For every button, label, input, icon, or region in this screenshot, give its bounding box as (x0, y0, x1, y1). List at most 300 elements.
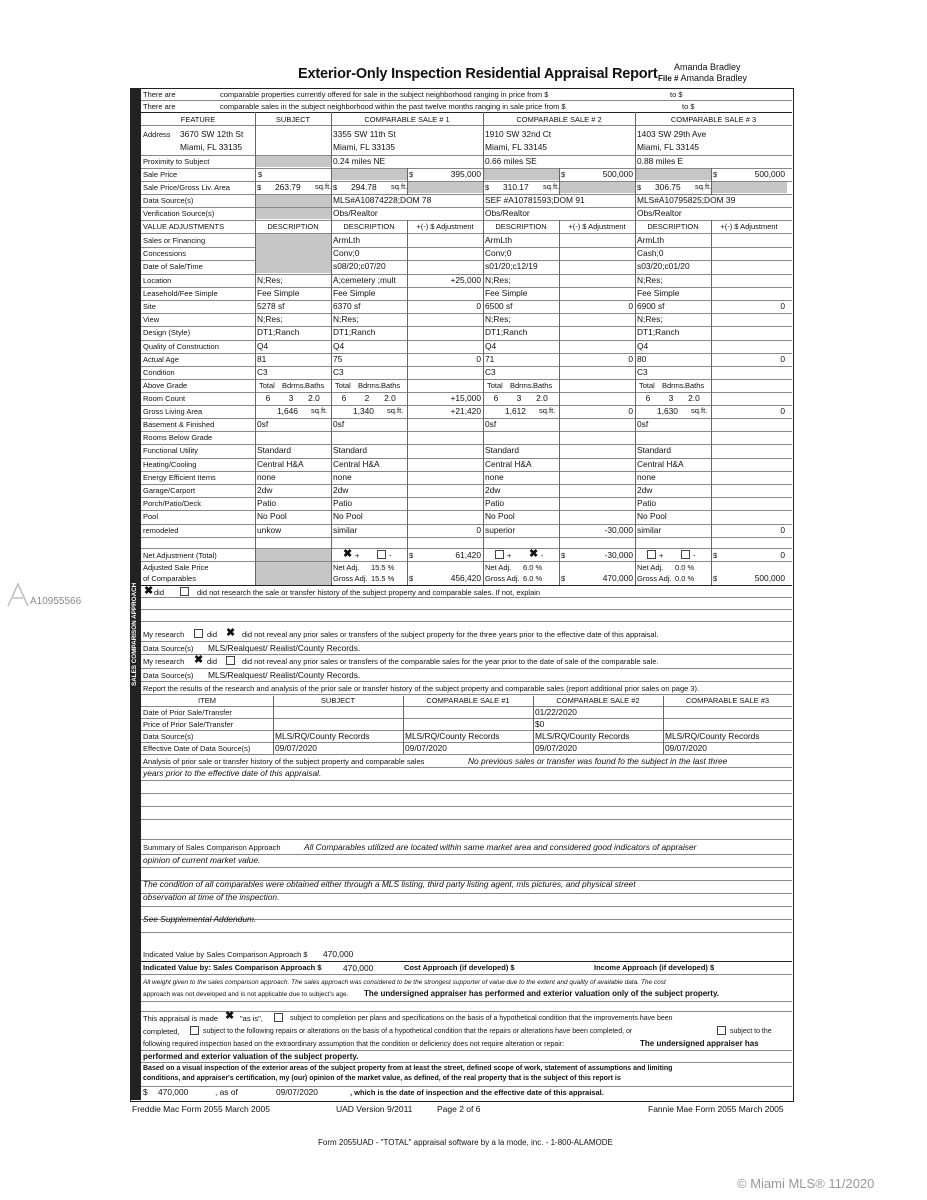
row-rule (141, 125, 792, 126)
comp-feature: 0sf (637, 419, 649, 429)
comp-adjustment: +25,000 (450, 275, 481, 285)
net-adj-percent: 6.0 % (523, 563, 543, 572)
which-text: , which is the date of inspection and the effective date of this appraisal. (350, 1088, 604, 1097)
made-text-3: completed, (143, 1027, 180, 1036)
row-rule (141, 641, 792, 642)
research-line-2: did not reveal any prior sales or transfers of the comparable sales for the year prior to the date of sale of the comparable sale. (242, 657, 659, 666)
adjustment-row-label: Rooms Below Grade (143, 433, 213, 442)
comp-feature: Central H&A (637, 459, 684, 469)
inspection-checkbox[interactable] (717, 1026, 726, 1036)
comp-adjustment: 0 (628, 354, 633, 364)
net-plus-checkbox[interactable] (495, 550, 504, 560)
description-header: DESCRIPTION (647, 222, 699, 231)
prior-value: MLS/RQ/County Records (535, 731, 630, 741)
made-text-6: following required inspection based on the extraordinary assumption that the condition or deficiency does not require alteration or repair: (143, 1041, 565, 1048)
plus-sign: + (659, 551, 664, 560)
comp-feature: No Pool (637, 511, 667, 521)
adjustment-row-label: remodeled (143, 526, 179, 535)
research-line-1: did not reveal any prior sales or transfers of the subject property for the three years prior to the effective date of this appraisal. (242, 630, 659, 639)
minus-sign: - (693, 551, 696, 560)
sqft-unit: sq.ft. (311, 406, 328, 415)
net-adj-label: Net Adj. (485, 563, 512, 572)
row-rule (141, 867, 792, 868)
row-rule (141, 780, 792, 781)
adjustment-header: +(-) $ Adjustment (720, 222, 778, 231)
net-plus-checkbox[interactable] (647, 550, 656, 560)
subject-feature: Central H&A (257, 459, 304, 469)
row-rule (141, 233, 792, 234)
comp-feature: similar (333, 525, 358, 535)
description-header: DESCRIPTION (343, 222, 395, 231)
did-research-checkbox[interactable]: ✖ (144, 585, 154, 597)
net-adj-percent: 0.0 % (675, 563, 695, 572)
comp-address-street: 3355 SW 11th St (333, 129, 396, 139)
final-effective-date: 09/07/2020 (276, 1087, 318, 1097)
currency: $ (409, 574, 414, 583)
row-rule (141, 668, 792, 669)
footer-page: Page 2 of 6 (437, 1104, 481, 1114)
subject-feature: Fee Simple (257, 288, 300, 298)
based-text-1: Based on a visual inspection of the exterior areas of the subject property from at least the street, defined scope of work, statement of assumptions and limiting (143, 1065, 673, 1072)
prior-value: MLS/RQ/County Records (405, 731, 500, 741)
row-rule (141, 654, 792, 655)
comp-feature: ArmLth (485, 235, 512, 245)
row-rule (141, 100, 792, 101)
room-adjustment: +15,000 (450, 393, 481, 403)
comp-feature: superior (485, 525, 516, 535)
shaded-cell (256, 247, 331, 260)
room-value: 2.0 (536, 393, 548, 403)
comp-address-city: Miami, FL 33145 (485, 142, 548, 152)
grid-header-0: FEATURE (180, 115, 216, 124)
row-rule (141, 444, 792, 445)
net-adj-label: Net Adj. (333, 563, 360, 572)
row-rule (141, 537, 792, 538)
gla-adjustment: 0 (628, 406, 633, 416)
row-rule (141, 287, 792, 288)
adjustment-row-label: Concessions (143, 249, 186, 258)
comp-feature: Conv;0 (485, 248, 512, 258)
adjusted-label-1: Adjusted Sale Price (143, 563, 209, 572)
currency: $ (485, 183, 490, 192)
my-research-label: My research (143, 630, 185, 639)
prior-header: SUBJECT (320, 696, 356, 705)
comp-data-source: MLS#A10874228;DOM 78 (333, 195, 432, 205)
did-label: did (207, 657, 218, 666)
row-rule (141, 524, 792, 525)
comp-feature: 6900 sf (637, 301, 665, 311)
comp-feature: ArmLth (333, 235, 360, 245)
comp-feature: N;Res; (485, 314, 511, 324)
data-sources-label: Data Source(s) (143, 644, 194, 653)
sqft-unit: sq.ft. (543, 182, 560, 191)
adjusted-sale-price: 500,000 (754, 573, 785, 583)
analysis-text-1: No previous sales or transfer was found fo the subject in the last three (468, 756, 728, 766)
shaded-cell (408, 182, 483, 193)
report-line: Report the results of the research and analysis of the prior sale or transfer history of the subject property and comparable sales (report additional prior sales on page 3). (143, 684, 700, 693)
completion-checkbox[interactable] (274, 1013, 283, 1023)
comp-feature: Fee Simple (637, 288, 680, 298)
prior-value: $0 (535, 719, 545, 729)
adjustment-row-label: Condition (143, 368, 175, 377)
row-rule (141, 839, 792, 840)
footer-software: Form 2055UAD - "TOTAL" appraisal software by a la mode, inc. - 1-800-ALAMODE (318, 1138, 613, 1147)
row-rule (141, 1050, 792, 1051)
net-minus-checkbox[interactable] (377, 550, 386, 560)
shaded-cell (256, 234, 331, 247)
comp-feature: Central H&A (333, 459, 380, 469)
plus-sign: + (355, 551, 360, 560)
subject-feature: none (257, 472, 276, 482)
comp-address-city: Miami, FL 33145 (637, 142, 700, 152)
row-rule (141, 681, 792, 682)
comp-feature: 0sf (333, 419, 345, 429)
comp-feature: Standard (333, 445, 367, 455)
subject-feature: DT1;Ranch (257, 327, 300, 337)
research-did-not-checkbox-2[interactable] (226, 656, 235, 666)
row-rule (141, 819, 792, 820)
subject-feature: C3 (257, 367, 268, 377)
adjustment-header: +(-) $ Adjustment (416, 222, 474, 231)
summary-text-1: All Comparables utilized are located within same market area and considered good indicators of appraiser (304, 842, 697, 852)
verification-label: Verification Source(s) (143, 209, 215, 218)
based-text-2: conditions, and appraiser's certification, my (our) opinion of the market value, as defined, of the real property that is the subject of this report is (143, 1075, 621, 1082)
row-rule (141, 597, 792, 598)
grid-header-3: COMPARABLE SALE # 2 (516, 115, 602, 124)
adjustment-row-label: Site (143, 302, 156, 311)
currency: $ (637, 183, 642, 192)
adjustment-row-label: Leasehold/Fee Simple (143, 289, 218, 298)
made-text-4: subject to the following repairs or alterations on the basis of a hypothetical condition that the repairs or alterations have been completed, or (203, 1028, 633, 1035)
shaded-cell (636, 169, 711, 180)
proximity-label: Proximity to Subject (143, 157, 210, 166)
shaded-cell (712, 182, 787, 193)
comp-adjustment: -30,000 (604, 525, 633, 535)
value-adjustments-label: VALUE ADJUSTMENTS (143, 222, 225, 231)
comp-feature: Cash;0 (637, 248, 664, 258)
prior-row-label: Data Source(s) (143, 732, 194, 741)
row-rule (141, 754, 792, 755)
sqft-unit: sq.ft. (391, 182, 408, 191)
minus-sign: - (389, 551, 392, 560)
comp-feature: Q4 (485, 341, 497, 351)
row-rule (141, 497, 792, 498)
intro-text-1: comparable properties currently offered for sale in the subject neighborhood ranging in price from $ (220, 90, 549, 99)
research-did-not-checkbox[interactable]: ✖ (226, 627, 236, 639)
prior-value: 09/07/2020 (535, 743, 577, 753)
adjusted-sale-price: 470,000 (602, 573, 633, 583)
recon-indicated-label: Indicated Value by: Sales Comparison Approach $ (143, 963, 322, 972)
row-rule (141, 561, 792, 562)
row-rule (141, 112, 792, 113)
comp-feature: none (485, 472, 504, 482)
comp-adjustment: 0 (780, 354, 785, 364)
gla-value: 1,612 (505, 406, 526, 416)
row-rule (141, 313, 792, 314)
summary-text-2: opinion of current market value. (143, 855, 261, 865)
adjustment-row-label: Basement & Finished (143, 420, 215, 429)
analysis-label: Analysis of prior sale or transfer history of the subject property and comparable sales (143, 757, 425, 766)
comp-feature: s01/20;c12/19 (485, 261, 538, 271)
subject-feature: 2dw (257, 485, 273, 495)
room-count-label: Room Count (143, 394, 186, 403)
prior-row-label: Effective Date of Data Source(s) (143, 744, 251, 753)
weight-text-1: All weight given to the sales comparison approach. The sales approach was considered to be the strongest supporter of value due to the extent and quality of available data. The cost (143, 979, 666, 986)
column-rule (255, 112, 256, 585)
did-not-research-text: did not research the sale or transfer history of the subject property and comparable sales. If not, explain (197, 588, 541, 597)
gross-adj-percent: 0.0 % (675, 574, 695, 583)
final-market-value: 470,000 (158, 1087, 189, 1097)
room-header: Bdrms. (510, 381, 534, 390)
row-rule (141, 609, 792, 610)
adjusted-label-2: of Comparables (143, 574, 196, 583)
price-per-sqft: 310.17 (503, 182, 529, 192)
made-text-2: subject to completion per plans and specifications on the basis of a hypothetical condition that the improvements have been (290, 1015, 673, 1022)
appraiser-block (658, 62, 747, 84)
row-rule (141, 418, 792, 419)
room-header: Baths (533, 381, 553, 390)
net-minus-checkbox[interactable]: ✖ (529, 548, 539, 560)
comp-proximity: 0.24 miles NE (333, 156, 386, 166)
net-plus-checkbox[interactable]: ✖ (343, 548, 353, 560)
adjustment-header: +(-) $ Adjustment (568, 222, 626, 231)
row-rule (141, 1011, 792, 1012)
comp-feature: similar (637, 525, 662, 535)
comp-address-street: 1910 SW 32nd Ct (485, 129, 552, 139)
sale-price-label: Sale Price (143, 170, 178, 179)
room-header: Total (487, 381, 503, 390)
row-rule (141, 1086, 792, 1087)
side-band (130, 88, 141, 1156)
column-rule (483, 112, 484, 585)
net-adjustment: 61,420 (455, 550, 481, 560)
research-did-checkbox-2[interactable]: ✖ (194, 654, 204, 666)
made-text-7: The undersigned appraiser has (640, 1039, 759, 1048)
room-header: Bdrms. (282, 381, 306, 390)
row-rule (141, 961, 792, 962)
room-value: 6 (265, 393, 271, 403)
comp-feature: Fee Simple (485, 288, 528, 298)
recon-indicated-value: 470,000 (343, 963, 374, 973)
column-rule (635, 112, 636, 585)
currency: $ (409, 170, 414, 179)
comp-feature: 2dw (637, 485, 653, 495)
adjustment-row-label: Pool (143, 512, 159, 521)
currency: $ (713, 170, 718, 179)
adjustment-row-label: Energy Efficient Items (143, 473, 216, 482)
summary-text-3: The condition of all comparables were obtained either through a MLS listing, third party listing agent, mls pictures, and physical street (143, 879, 636, 889)
minus-sign: - (541, 551, 544, 560)
row-rule (141, 585, 792, 586)
sqft-unit: sq.ft. (315, 182, 332, 191)
comp-feature: none (637, 472, 656, 482)
room-header: Bdrms. (662, 381, 686, 390)
comp-feature: DT1;Ranch (485, 327, 528, 337)
intro-to-2: to $ (682, 102, 695, 111)
row-rule (141, 353, 792, 354)
prior-header: ITEM (198, 696, 216, 705)
row-rule (141, 706, 792, 707)
prior-row-label: Date of Prior Sale/Transfer (143, 708, 232, 717)
comp-feature: N;Res; (333, 314, 359, 324)
did-not-research-checkbox[interactable] (180, 587, 189, 597)
subject-feature: Q4 (257, 341, 269, 351)
row-rule (141, 1062, 792, 1063)
room-header: Total (259, 381, 275, 390)
comp-feature: none (333, 472, 352, 482)
income-approach-label: Income Approach (if developed) $ (594, 963, 715, 972)
comp-feature: C3 (637, 367, 648, 377)
currency: $ (258, 170, 263, 179)
subject-feature: No Pool (257, 511, 287, 521)
row-rule (141, 718, 792, 719)
my-research-label: My research (143, 657, 185, 666)
adjustment-row-label: Sales or Financing (143, 236, 206, 245)
room-value: 3 (668, 393, 674, 403)
comp-feature: 6370 sf (333, 301, 361, 311)
room-value: 2.0 (688, 393, 700, 403)
shaded-cell (484, 169, 559, 180)
comp-feature: Patio (333, 498, 353, 508)
summary-label: Summary of Sales Comparison Approach (143, 843, 281, 852)
row-rule (141, 548, 792, 549)
subject-feature: N;Res; (257, 314, 283, 324)
gla-value: 1,646 (277, 406, 298, 416)
room-header: Baths (381, 381, 401, 390)
shaded-cell (332, 169, 407, 180)
row-rule (141, 366, 792, 367)
comp-verification: Obs/Realtor (485, 208, 530, 218)
row-rule (141, 974, 792, 975)
data-sources-1: MLS/Realquest/ Realist/County Records. (208, 643, 361, 653)
net-adjustment: -30,000 (604, 550, 633, 560)
data-source-label: Data Source(s) (143, 196, 194, 205)
prior-value: 09/07/2020 (275, 743, 317, 753)
sqft-unit: sq.ft. (387, 406, 404, 415)
report-title: Exterior-Only Inspection Residential Appraisal Report (298, 66, 658, 82)
prior-value: MLS/RQ/County Records (665, 731, 760, 741)
comp-feature: s08/20;c07/20 (333, 261, 386, 271)
comp-feature: C3 (485, 367, 496, 377)
row-rule (141, 484, 792, 485)
comp-adjustment: 0 (628, 301, 633, 311)
shaded-cell (256, 260, 331, 273)
room-value: 3 (516, 393, 522, 403)
comp-address-city: Miami, FL 33135 (333, 142, 396, 152)
price-per-sqft: 306.75 (655, 182, 681, 192)
comp-feature: s03/20;c01/20 (637, 261, 690, 271)
subject-address-street: 3670 SW 12th St (180, 129, 244, 139)
adjustment-row-label: View (143, 315, 160, 324)
comp-feature: Conv;0 (333, 248, 360, 258)
intro-text-2: comparable sales in the subject neighborhood within the past twelve months ranging in sale price from $ (220, 102, 566, 111)
description-header: DESCRIPTION (495, 222, 547, 231)
mls-logo-icon (4, 580, 32, 612)
gross-adj-percent: 15.5 % (371, 574, 395, 583)
sqft-unit: sq.ft. (539, 406, 556, 415)
comp-adjustment: 0 (476, 525, 481, 535)
listing-id-watermark: A10955566 (30, 596, 82, 607)
comp-feature: DT1;Ranch (333, 327, 376, 337)
comp-feature: Standard (485, 445, 519, 455)
row-rule (141, 340, 792, 341)
row-rule (141, 326, 792, 327)
row-rule (141, 1001, 792, 1002)
summary-text-4: observation at time of the inspection. (143, 892, 280, 902)
comp-adjustment: 0 (780, 301, 785, 311)
comp-sale-price: 500,000 (754, 169, 785, 179)
appraiser-name: Amanda Bradley (674, 62, 741, 72)
grid-header-1: SUBJECT (275, 115, 311, 124)
file-label: File # (658, 74, 679, 83)
room-value: 2.0 (384, 393, 396, 403)
subject-feature: Standard (257, 445, 291, 455)
as-of-label: , as of (215, 1087, 238, 1097)
analysis-text-2: years prior to the effective date of this appraisal. (143, 768, 322, 778)
shaded-cell (560, 182, 635, 193)
currency: $ (257, 183, 262, 192)
prior-value: 09/07/2020 (665, 743, 707, 753)
prior-value: 09/07/2020 (405, 743, 447, 753)
currency: $ (561, 170, 566, 179)
net-adj-percent: 15.5 % (371, 563, 395, 572)
row-rule (141, 621, 792, 622)
currency: $ (713, 574, 718, 583)
adjustment-row-label: Porch/Patio/Deck (143, 499, 201, 508)
prior-header: COMPARABLE SALE #3 (685, 696, 770, 705)
net-adj-label: Net Adj. (637, 563, 664, 572)
comp-feature: N;Res; (637, 314, 663, 324)
row-rule (141, 379, 792, 380)
comp-feature: 2dw (333, 485, 349, 495)
comp-feature: N;Res; (485, 275, 511, 285)
price-per-sqft: 263.79 (275, 182, 301, 192)
footer-uad: UAD Version 9/2011 (336, 1104, 413, 1114)
row-rule (141, 207, 792, 208)
gla-label: Gross Living Area (143, 407, 203, 416)
as-is-checkbox[interactable]: ✖ (225, 1010, 235, 1022)
currency: $ (713, 551, 718, 560)
currency: $ (561, 551, 566, 560)
row-rule (141, 932, 792, 933)
repairs-checkbox[interactable] (190, 1026, 199, 1036)
comp-feature: 6500 sf (485, 301, 513, 311)
gla-adjustment: 0 (780, 406, 785, 416)
weight-text-2b: The undersigned appraiser has performed and exterior valuation only of the subject property. (364, 989, 720, 998)
grid-header-4: COMPARABLE SALE # 3 (670, 115, 757, 124)
sqft-unit: sq.ft. (691, 406, 708, 415)
reconciliation-side-label: RECONCILIATION (131, 1102, 138, 1156)
made-text-5: subject to the (730, 1028, 772, 1035)
adjustment-row-label: Actual Age (143, 355, 179, 364)
currency: $ (333, 183, 338, 192)
comp-feature: A;cemetery ;mult (333, 275, 396, 285)
data-sources-2: MLS/Realquest/ Realist/County Records. (208, 670, 361, 680)
comp-feature: No Pool (485, 511, 515, 521)
row-rule (141, 431, 792, 432)
prior-header: COMPARABLE SALE #1 (426, 696, 510, 705)
sqft-unit: sq.ft. (695, 182, 712, 191)
file-number: Amanda Bradley (680, 73, 748, 83)
net-minus-checkbox[interactable] (681, 550, 690, 560)
footer-fannie: Fannie Mae Form 2055 March 2005 (648, 1104, 784, 1114)
data-sources-label: Data Source(s) (143, 671, 194, 680)
row-rule (141, 806, 792, 807)
shaded-cell (256, 156, 331, 167)
research-did-checkbox[interactable] (194, 629, 203, 639)
net-adjustment: 0 (780, 550, 785, 560)
comp-feature: N;Res; (637, 275, 663, 285)
